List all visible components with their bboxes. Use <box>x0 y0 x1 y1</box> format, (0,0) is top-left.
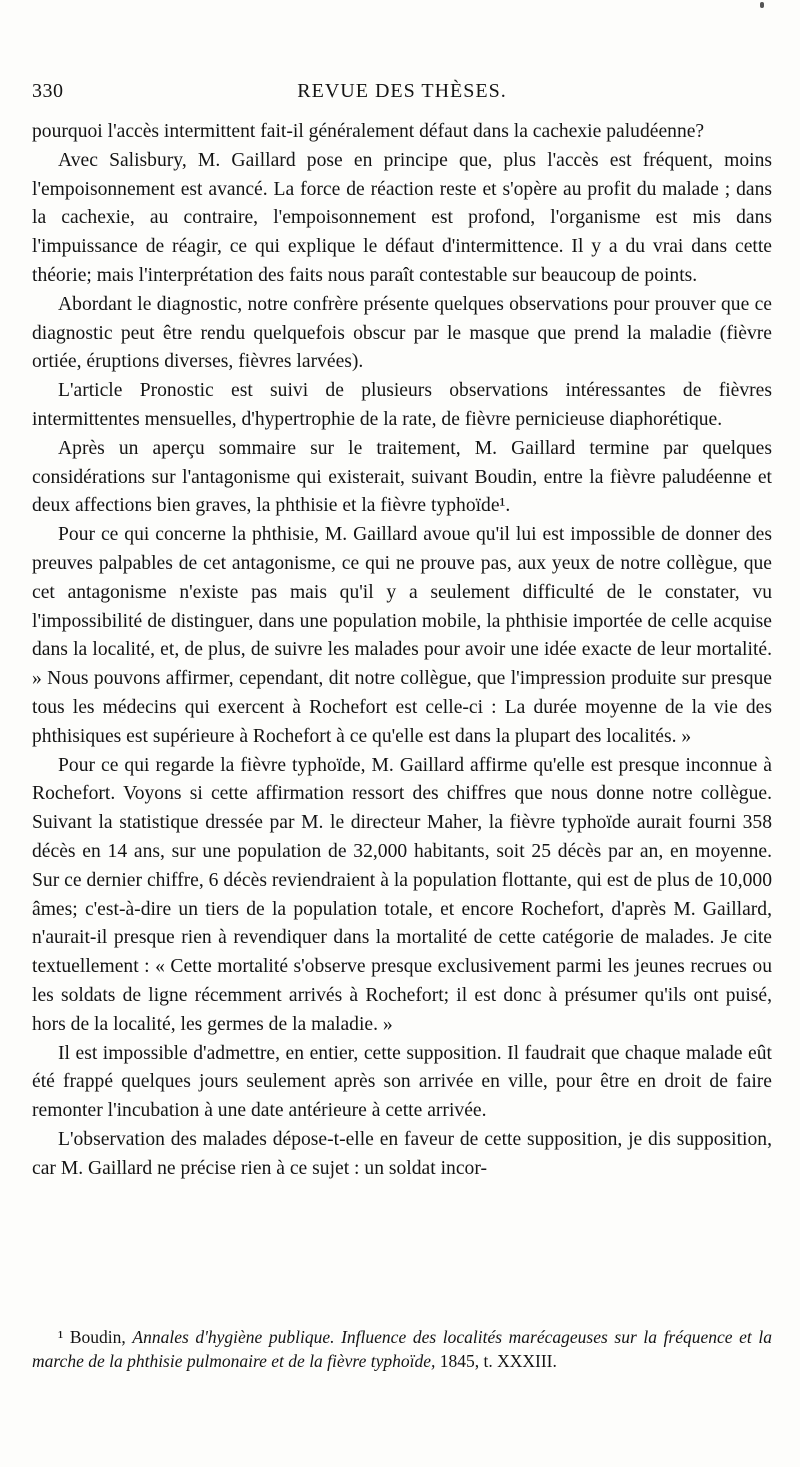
page-number: 330 <box>32 80 64 102</box>
footnote-citation: 1845, t. XXXIII. <box>439 1350 557 1371</box>
ink-mark <box>760 2 764 8</box>
paragraph: L'article Pronostic est suivi de plusieurs observations intéressantes de fièvres intermittentes mensuelles, d'hypertrophie de la rate, de fièvre pernicieuse diaphorétique. <box>32 380 772 430</box>
footnote-journal: Annales d'hygiène publique. <box>132 1327 335 1347</box>
paragraph: Après un aperçu sommaire sur le traitement, M. Gaillard termine par quelques considérations sur l'antagonisme qui existerait, suivant Boudin, entre la fièvre paludéenne et deux affections bien graves, la phthisie et la fièvre typhoïde¹. <box>32 437 772 517</box>
paragraph: Pour ce qui regarde la fièvre typhoïde, M. Gaillard affirme qu'elle est presque inconnue à Rochefort. Voyons si cette affirmation ressort des chiffres que nous donne notre collègue. Suivant la statistique dressée par M. le directeur Maher, la fièvre typhoïde aurait fourni 358 décès en 14 ans, sur une population de 32,000 habitants, soit 25 décès par an, en moyenne. Sur ce dernier chiffre, 6 décès reviendraient à la population flottante, qui est de plus de 10,000 âmes; c'est-à-dire un tiers de la population totale, et encore Rochefort, d'après M. Gaillard, n'aurait-il presque rien à revendiquer dans la mortalité de cette catégorie de malades. Je cite textuellement : « Cette mortalité s'observe presque exclusivement parmi les jeunes recrues ou les soldats de ligne récemment arrivés à Rochefort; il est donc à présumer qu'ils ont puisé, hors de la localité, les germes de la maladie. » <box>32 754 772 1035</box>
paragraph-continuation: pourquoi l'accès intermittent fait-il généralement défaut dans la cachexie paludéenne? <box>32 121 705 142</box>
page-header <box>32 80 772 110</box>
paragraph: L'observation des malades dépose-t-elle en faveur de cette supposition, je dis supposition, car M. Gaillard ne précise rien à ce sujet : un soldat incor- <box>32 1128 772 1179</box>
footnote-marker: ¹ <box>58 1327 64 1347</box>
running-title: REVUE DES THÈSES. <box>297 80 507 102</box>
paragraph: Avec Salisbury, M. Gaillard pose en principe que, plus l'accès est fréquent, moins l'empoisonnement est avancé. La force de réaction reste et s'opère au profit du malade ; dans la cachexie, au contraire, l'empoisonnement est profond, l'organisme est mis dans l'impuissance de réagir, ce qui explique le défaut d'intermittence. Il y a du vrai dans cette théorie; mais l'interprétation des faits nous paraît contestable sur beaucoup de points. <box>32 149 772 286</box>
footnote-article: Influence des localités marécageuses sur la fréquence et la marche de la phthisie pulmonaire et de la fièvre typhoïde, <box>32 1327 773 1371</box>
footnote-author: Boudin, <box>69 1327 126 1347</box>
footnote <box>32 1326 772 1373</box>
paragraph: Il est impossible d'admettre, en entier, cette supposition. Il faudrait que chaque malade eût été frappé quelques jours seulement après son arrivée en ville, pour être en droit de faire remonter l'incubation à une date antérieure à cette arrivée. <box>32 1042 772 1122</box>
body-text <box>32 118 772 1183</box>
paragraph: Pour ce qui concerne la phthisie, M. Gaillard avoue qu'il lui est impossible de donner des preuves palpables de cet antagonisme, ce qui ne prouve pas, aux yeux de notre collègue, que cet antagonisme n'existe pas mais qu'il y a seulement difficulté de le constater, vu l'impossibilité de distinguer, dans une population mobile, la phthisie importée de celle acquise dans la localité, et, de plus, de suivre les malades pour avoir une idée exacte de leur mortalité. » Nous pouvons affirmer, cependant, dit notre collègue, que l'impression produite sur presque tous les médecins qui exercent à Rochefort est celle-ci : La durée moyenne de la vie des phthisiques est supérieure à Rochefort à ce qu'elle est dans la plupart des localités. » <box>32 524 772 747</box>
paragraph: Abordant le diagnostic, notre confrère présente quelques observations pour prouver que ce diagnostic peut être rendu quelquefois obscur par le masque que prend la maladie (fièvre ortiée, éruptions diverses, fièvres larvées). <box>32 293 772 373</box>
